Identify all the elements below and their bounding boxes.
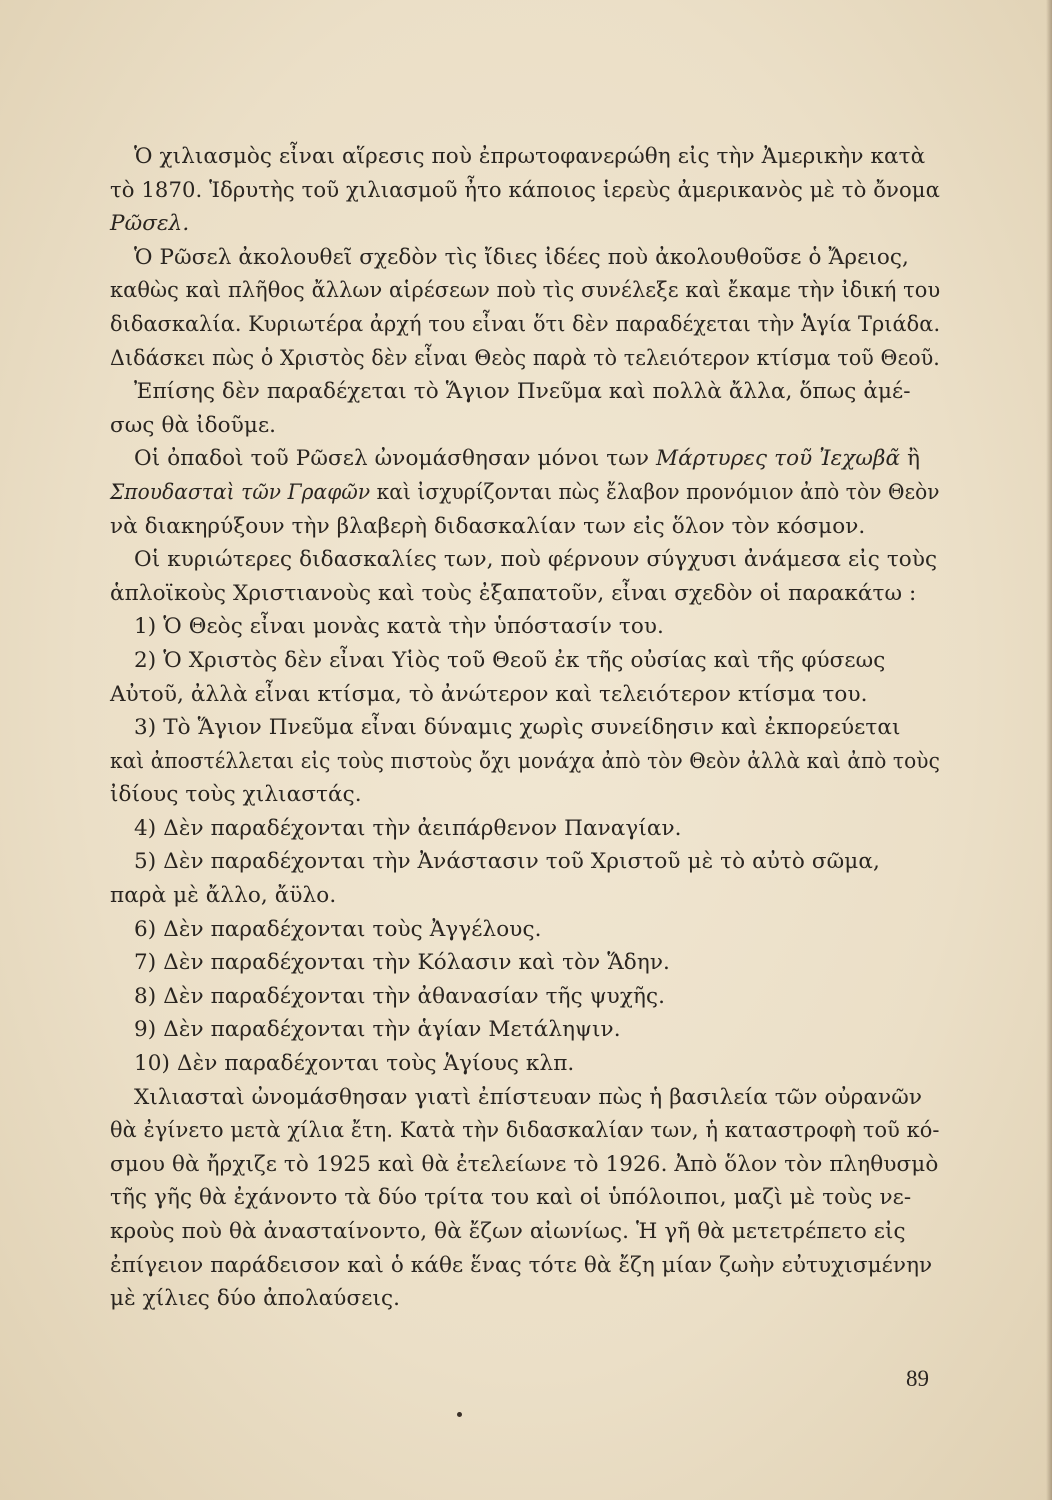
text-line: Χιλιασταὶ ὠνομάσθησαν γιατὶ ἐπίστευαν πὼς ἡ βασιλεία τῶν οὐρανῶν (134, 1084, 922, 1110)
list-item: 2) Ὁ Χριστὸς δὲν εἶναι Υἱὸς τοῦ Θεοῦ ἐκ τῆς οὐσίας καὶ τῆς φύσεως (134, 647, 886, 673)
text-line: ἐπίγειον παράδεισον καὶ ὁ κάθε ἕνας τότε θὰ ἔζη μίαν ζωὴν εὐτυχισμένην (110, 1252, 933, 1278)
text-line: διδασκαλία. Κυριωτέρα ἀρχή του εἶναι ὅτι δὲν παραδέχεται τὴν Ἁγία Τριάδα. (110, 311, 941, 337)
list-item: 8) Δὲν παραδέχονται τὴν ἀθανασίαν τῆς ψυχῆς. (134, 983, 666, 1009)
text-line (110, 476, 940, 510)
list-item: 10) Δὲν παραδέχονται τοὺς Ἁγίους κλπ. (134, 1051, 575, 1077)
list-item: 5) Δὲν παραδέχονται τὴν Ἀνάστασιν τοῦ Χριστοῦ μὲ τὸ αὐτὸ σῶμα, (134, 849, 880, 875)
text-line: σμου θὰ ἤρχιζε τὸ 1925 καὶ θὰ ἐτελείωνε τὸ 1926. Ἀπὸ ὅλον τὸν πληθυσμὸ (110, 1151, 939, 1177)
page-number: 89 (906, 1366, 929, 1391)
text-line: Ρῶσελ. (110, 211, 190, 237)
text-run: Οἱ ὀπαδοὶ τοῦ Ρῶσελ ὠνομάσθησαν μόνοι των (134, 446, 650, 472)
text-line: τὸ 1870. Ἱδρυτὴς τοῦ χιλιασμοῦ ἦτο κάποιος ἱερεὺς ἀμερικανὸς μὲ τὸ ὄνομα (110, 177, 940, 203)
text-line: μὲ χίλιες δύο ἀπολαύσεις. (110, 1286, 401, 1312)
text-line: παρὰ μὲ ἄλλο, ἄϋλο. (110, 883, 337, 909)
text-line: Διδάσκει πὼς ὁ Χριστὸς δὲν εἶναι Θεὸς παρὰ τὸ τελειότερον κτίσμα τοῦ Θεοῦ. (110, 345, 940, 371)
text-line: κροὺς ποὺ θὰ ἀνασταίνοντο, θὰ ἔζων αἰωνίως. Ἡ γῆ θὰ μετετρέπετο εἰς (110, 1219, 906, 1244)
text-run-italic: Μάρτυρες τοῦ Ἰεχωβᾶ (656, 446, 901, 472)
text-line: σως θὰ ἰδοῦμε. (110, 412, 277, 438)
list-item: 3) Τὸ Ἅγιον Πνεῦμα εἶναι δύναμις χωρὶς συνείδησιν καὶ ἐκπορεύεται (134, 715, 901, 741)
text-line: ἰδίους τοὺς χιλιαστάς. (110, 782, 362, 808)
text-line: νὰ διακηρύξουν τὴν βλαβερὴ διδασκαλίαν των εἰς ὅλον τὸν κόσμον. (110, 513, 866, 539)
ink-dot (457, 1412, 462, 1417)
text-line: Ἐπίσης δὲν παραδέχεται τὸ Ἅγιον Πνεῦμα καὶ πολλὰ ἄλλα, ὅπως ἀμέ- (134, 379, 911, 405)
text-line: ἁπλοϊκοὺς Χριστιανοὺς καὶ τοὺς ἐξαπατοῦν, εἶναι σχεδὸν οἱ παρακάτω : (110, 580, 917, 606)
text-line: καθὼς καὶ πλῆθος ἄλλων αἱρέσεων ποὺ τὶς συνέλεξε καὶ ἔκαμε τὴν ἰδική του (110, 278, 941, 304)
text-run-italic: Σπουδασταὶ τῶν Γραφῶν (110, 479, 371, 505)
list-item: 6) Δὲν παραδέχονται τοὺς Ἀγγέλους. (134, 916, 542, 942)
list-item: 1) Ὁ Θεὸς εἶναι μονὰς κατὰ τὴν ὑπόστασίν του. (134, 614, 664, 640)
list-item: 7) Δὲν παραδέχονται τὴν Κόλασιν καὶ τὸν Ἅδην. (134, 950, 670, 976)
text-line: Ὁ Ρῶσελ ἀκολουθεῖ σχεδὸν τὶς ἴδιες ἰδέες ποὺ ἀκολουθοῦσε ὁ Ἄρειος, (134, 244, 909, 270)
text-line: Οἱ κυριώτερες διδασκαλίες των, ποὺ φέρνουν σύγχυσι ἀνάμεσα εἰς τοὺς (134, 547, 938, 573)
list-item: 4) Δὲν παραδέχονται τὴν ἀειπάρθενον Παναγίαν. (134, 815, 682, 841)
text-line: Ὁ χιλιασμὸς εἶναι αἵρεσις ποὺ ἐπρωτοφανερώθη εἰς τὴν Ἀμερικὴν κατὰ (134, 144, 926, 169)
body-text (110, 140, 940, 1316)
list-item: 9) Δὲν παραδέχονται τὴν ἁγίαν Μετάληψιν. (134, 1017, 621, 1043)
text-run: καὶ ἰσχυρίζονται πὼς ἔλαβον προνόμιον ἀπὸ τὸν Θεὸν (376, 479, 940, 505)
text-line (110, 442, 940, 476)
text-line: Αὐτοῦ, ἀλλὰ εἶναι κτίσμα, τὸ ἀνώτερον καὶ τελειότερον κτίσμα του. (110, 681, 868, 707)
text-line: θὰ ἐγίνετο μετὰ χίλια ἔτη. Κατὰ τὴν διδασκαλίαν των, ἡ καταστροφὴ τοῦ κό- (110, 1118, 940, 1144)
text-run: ἢ (907, 446, 921, 472)
text-line: καὶ ἀποστέλλεται εἰς τοὺς πιστοὺς ὄχι μονάχα ἀπὸ τὸν Θεὸν ἀλλὰ καὶ ἀπὸ τοὺς (110, 748, 940, 774)
text-line: τῆς γῆς θὰ ἐχάνοντο τὰ δύο τρίτα του καὶ οἱ ὑπόλοιποι, μαζὶ μὲ τοὺς νε- (110, 1185, 912, 1211)
